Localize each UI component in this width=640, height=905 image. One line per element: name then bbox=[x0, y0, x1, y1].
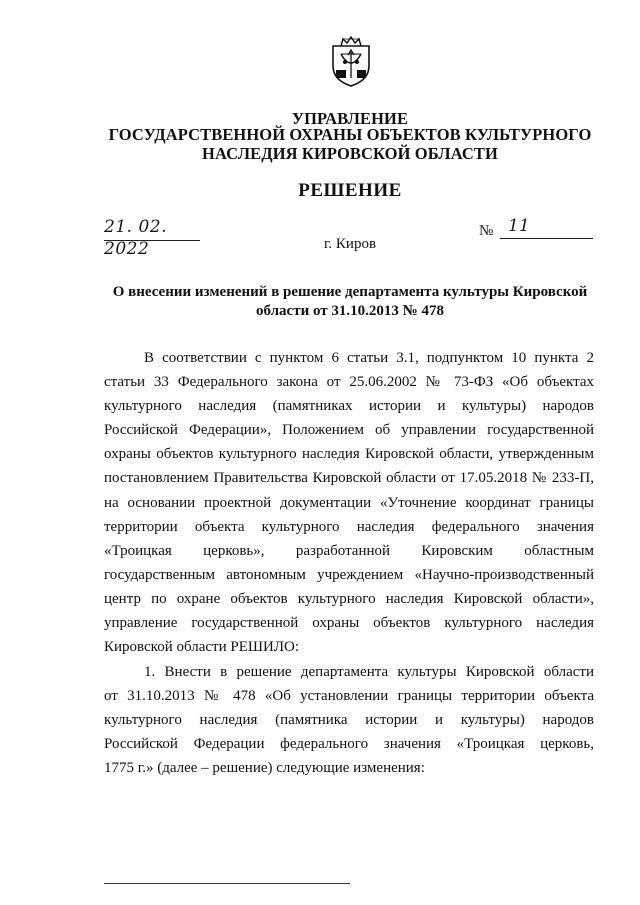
body-line: от 31.10.2013 № 478 «Об установлении границы территории объекта bbox=[104, 688, 594, 704]
coat-of-arms-icon bbox=[327, 32, 375, 88]
body-line: постановлением Правительства Кировской области от 17.05.2018 № 233-П, bbox=[104, 470, 594, 486]
body-line: культурного наследия (памятниках истории и культуры) народов bbox=[104, 398, 594, 414]
body-line: 1775 г.» (далее – решение) следующие изменения: bbox=[104, 760, 425, 776]
subject-line-2: области от 31.10.2013 № 478 bbox=[256, 303, 444, 319]
body-line: культурного наследия (памятника истории и культуры) народов bbox=[104, 712, 594, 728]
body-line: «Троицкая церковь», разработанной Кировским областным bbox=[104, 543, 594, 559]
org-name-line-3: НАСЛЕДИЯ КИРОВСКОЙ ОБЛАСТИ bbox=[202, 144, 498, 163]
number-sign: № bbox=[479, 223, 494, 239]
body-line: государственным автономным учреждением «Научно-производственный bbox=[104, 567, 594, 583]
body-line: В соответствии с пунктом 6 статьи 3.1, подпунктом 10 пункта 2 bbox=[144, 350, 594, 366]
document-type-title: РЕШЕНИЕ bbox=[298, 180, 402, 201]
handwritten-number: 11 bbox=[508, 216, 530, 236]
body-line: Российской Федерации федерального значения «Троицкая церковь, bbox=[104, 736, 594, 752]
body-line: центр по охране объектов культурного наследия Кировской области», bbox=[104, 591, 594, 607]
body-line: 1. Внести в решение департамента культуры Кировской области bbox=[144, 664, 594, 680]
body-line: на основании проектной документации «Уточнение координат границы bbox=[104, 495, 594, 511]
body-line: управление государственной охраны объектов культурного наследия bbox=[104, 615, 594, 631]
body-line: территории объекта культурного наследия федерального значения bbox=[104, 519, 594, 535]
footer-divider bbox=[104, 883, 350, 884]
subject-line-1: О внесении изменений в решение департамента культуры Кировской bbox=[112, 284, 588, 300]
city-label: г. Киров bbox=[323, 236, 377, 252]
body-line: Кировской области РЕШИЛО: bbox=[104, 639, 300, 655]
body-line: Российской Федерации», Положением об управлении государственной bbox=[104, 422, 594, 438]
body-line: охраны объектов культурного наследия Кировской области, утвержденным bbox=[104, 446, 594, 462]
org-name-line-2: ГОСУДАРСТВЕННОЙ ОХРАНЫ ОБЪЕКТОВ КУЛЬТУРНОГО bbox=[108, 125, 592, 144]
body-line: статьи 33 Федерального закона от 25.06.2002 № 73-ФЗ «Об объектах bbox=[104, 374, 594, 390]
handwritten-date: 21. 02. 2022 bbox=[104, 216, 200, 241]
org-name-line-1: УПРАВЛЕНИЕ bbox=[291, 109, 409, 128]
coat-of-arms-emblem bbox=[327, 32, 375, 88]
